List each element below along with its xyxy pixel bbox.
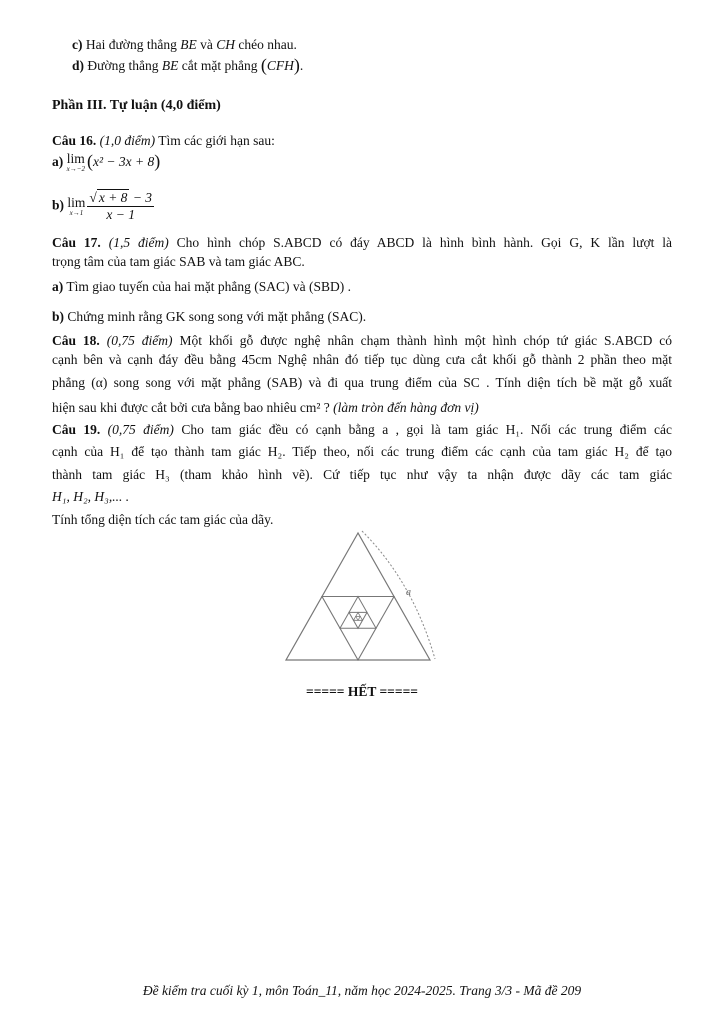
q18-text-1: Một khối gỗ được nghệ nhân chạm thành hình một hình chóp tứ giác S.ABCD có <box>179 333 673 348</box>
q18-line-1 <box>52 332 672 350</box>
q18-note: (làm tròn đến hàng đơn vị) <box>333 400 479 415</box>
q18-line-4 <box>52 399 479 417</box>
q18-text-3: phẳng (α) song song với mặt phẳng (SAB) và đi qua trung điểm của SC . Tính diện tích bề mặt gỗ xuất <box>52 375 672 390</box>
item-d-label: d) <box>72 58 85 73</box>
nested-triangles-figure <box>283 527 443 667</box>
item-d-text-2: cắt mặt phẳng <box>181 58 258 73</box>
q17-a-label: a) <box>52 279 64 294</box>
q16-b-sub: x→1 <box>69 209 84 217</box>
q19-text-1: Cho tam giác đều có cạnh bằng a , gọi là tam giác H₁. Nối các trung điểm các <box>181 422 673 437</box>
q17-part-a <box>52 278 351 296</box>
q16-b-numerator: x + 8 <box>98 190 128 205</box>
q16-text: Tìm các giới hạn sau: <box>158 133 275 148</box>
q16-part-a: a) lim x→−2 (x² − 3x + 8) <box>52 151 161 174</box>
item-c-text: Hai đường thẳng <box>85 37 177 52</box>
q17-part-b <box>52 308 366 326</box>
figure-side-label: a <box>406 587 411 598</box>
q16-a-limit: lim x→−2 <box>66 151 85 174</box>
q19-label: Câu 19. <box>52 422 101 437</box>
q19-text-3: thành tam giác H₃ (tham khảo hình vẽ). Cứ tiếp tục như vậy ta nhận được dãy các tam giác <box>52 467 672 482</box>
q16-b-label: b) <box>52 197 65 213</box>
q19-points: (0,75 điểm) <box>107 422 174 437</box>
q17-b-text: Chứng minh rằng GK song song với mặt phẳng (SAC). <box>67 309 367 324</box>
q18-text-4: hiện sau khi được cắt bởi cưa bằng bao nhiêu cm² ? <box>52 400 330 415</box>
q16-b-limit: lim x→1 <box>67 195 86 217</box>
q16-part-b <box>52 190 154 223</box>
item-d: d) Đường thẳng BE cắt mặt phẳng (CFH). <box>72 55 304 75</box>
q19-text-5: Tính tổng diện tích các tam giác của dãy. <box>52 512 274 527</box>
item-d-text: Đường thẳng <box>87 58 159 73</box>
end-mark: ===== HẾT ===== <box>306 684 418 699</box>
q17-label: Câu 17. <box>52 235 101 250</box>
q16-label: Câu 16. <box>52 133 97 148</box>
q17-line-1 <box>52 234 672 252</box>
q19-text-4: H₁, H₂, H₃,... . <box>52 489 130 504</box>
item-d-math-1: BE <box>161 58 179 73</box>
q16-a-sub: x→−2 <box>66 165 85 174</box>
q16-b-denominator: x − 1 <box>106 207 136 222</box>
q16-b-numerator-tail: − 3 <box>129 190 153 205</box>
q17-text-2: trọng tâm của tam giác SAB và tam giác ABC. <box>52 254 305 269</box>
q19-text-2: cạnh của H₁ để tạo thành tam giác H₂. Tiếp theo, nối các trung điểm các cạnh của tam giác H₂ để tạo <box>52 444 672 459</box>
q18-points: (0,75 điểm) <box>106 333 173 348</box>
item-c-text-3: chéo nhau. <box>238 37 297 52</box>
q16-a-expr: x² − 3x + 8 <box>92 154 155 169</box>
item-c-label: c) <box>72 37 83 52</box>
section-title: Phần III. Tự luận (4,0 điểm) <box>52 98 221 113</box>
q16-b-fraction: $\frac{√ x + 8 - 3}{x - 1}$ <box>89 190 153 222</box>
q18-text-2: cạnh bên và cạnh đáy đều bằng 45cm Nghệ nhân đó tiếp tục dùng cưa cắt khối gỗ thành 2 phần theo mặt <box>52 352 672 367</box>
q17-points: (1,5 điểm) <box>108 235 169 250</box>
item-d-math-2: CFH <box>266 58 294 73</box>
item-c <box>72 36 297 54</box>
q17-a-text: Tìm giao tuyến của hai mặt phẳng (SAC) và (SBD) . <box>66 279 351 294</box>
item-c-math-2: CH <box>216 37 235 52</box>
side-length-indicator <box>362 531 435 659</box>
q16-header <box>52 132 275 150</box>
page-footer: Đề kiểm tra cuối kỳ 1, môn Toán_11, năm học 2024-2025. Trang 3/3 - Mã đề 209 <box>142 983 582 998</box>
q19-line-1 <box>52 421 672 439</box>
q16-points: (1,0 điểm) <box>99 133 156 148</box>
q18-label: Câu 18. <box>52 333 100 348</box>
item-c-text-2: và <box>200 37 213 52</box>
q16-a-label: a) <box>52 154 64 169</box>
q17-b-label: b) <box>52 309 65 324</box>
q17-text-1: Cho hình chóp S.ABCD có đáy ABCD là hình bình hành. Gọi G, K lần lượt là <box>176 235 673 250</box>
triangle-h6 <box>356 616 361 620</box>
item-c-math-1: BE <box>180 37 197 52</box>
